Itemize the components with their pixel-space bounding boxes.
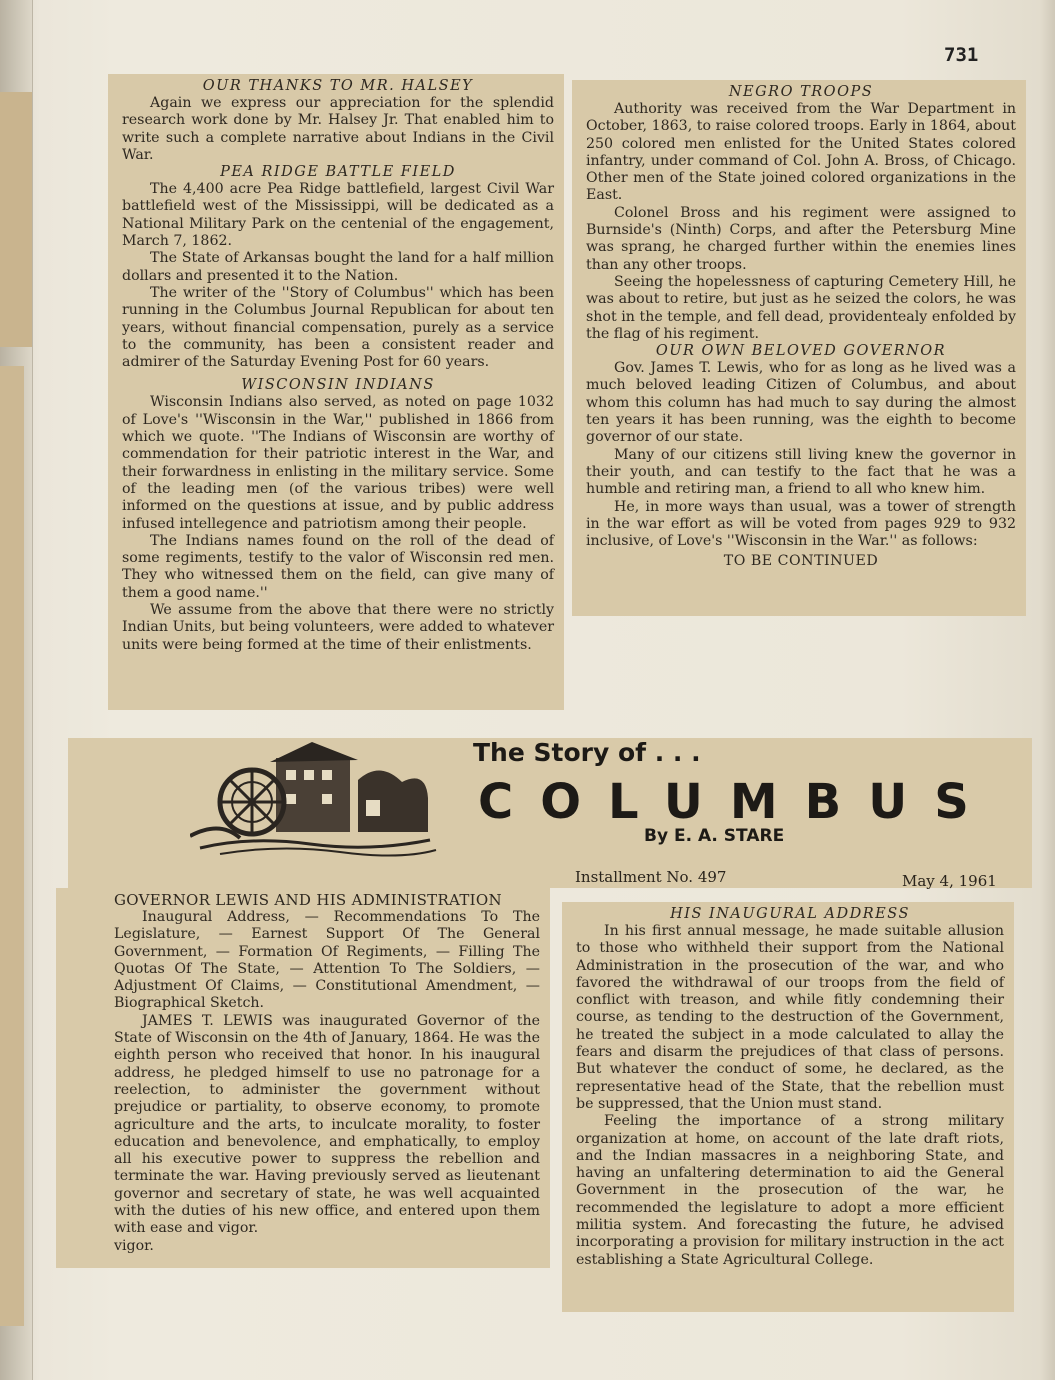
heading-wisconsin-indians: WISCONSIN INDIANS — [241, 377, 435, 394]
paragraph: Again we express our appreciation for the splendid research work done by Mr. Halsey Jr. That enabled him to write such a complete narrative about Indians in the Civil War. — [122, 95, 554, 163]
paragraph: Many of our citizens still living knew the governor in their youth, and can testify to the fact that he was a humble and retiring man, a friend to all who knew him. — [586, 446, 1016, 498]
banner-title: COLUMBUS — [478, 774, 996, 830]
paragraph: Colonel Bross and his regiment were assigned to Burnside's (Ninth) Corps, and after the Petersburg Mine was sprang, he charged further within the enemies lines than any other troops. — [586, 204, 1016, 273]
paragraph: JAMES T. LEWIS was inaugurated Governor of the State of Wisconsin on the 4th of January, 1864. He was the eighth person who received that honor. In his inaugural address, he pledged himself to use no patronage for a reelection, to administer the government without prejudice or partiality, to observe economy, to promote agriculture and the arts, to inculcate morality, to foster education and benevolence, and emphatically, to employ all his executive power to suppress the rebellion and terminate the war. Having previously served as lieutenant governor and secretary of state, he was well acquainted with the duties of his new office, and entered upon them with ease and vigor. — [114, 1012, 540, 1237]
banner-pretitle: The Story of . . . — [473, 738, 701, 767]
mill-illustration — [190, 740, 440, 860]
heading-governor-lewis-administration: GOVERNOR LEWIS AND HIS ADMINISTRATION — [114, 891, 502, 909]
paragraph: Wisconsin Indians also served, as noted on page 1032 of Love's ''Wisconsin in the War,'' published in 1866 from which we quote. ''The Indians of Wisconsin are worthy of commendation for their patriotic interest in the War, and their forwardness in enlisting in the military service. Some of the leading men (of the various tribes) were well informed on the questions at issue, and by public address infused intellegence and patriotism among their people. — [122, 394, 554, 532]
page-number: 731 — [944, 44, 979, 66]
paragraph: Feeling the importance of a strong military organization at home, on account of the late draft riots, and the Indian massacres in a neighboring State, and having an unfaltering determination to aid the General Government in the prosecution of the war, he recommended the legislature to adopt a more efficient militia system. And forecasting the future, he advised incorporating a provision for military instruction in the act establishing a State Agricultural College. — [576, 1113, 1004, 1268]
clipping-halsey-indians — [108, 74, 564, 710]
banner-byline: By E. A. STARE — [644, 826, 785, 846]
clipping-inaugural-address — [562, 902, 1014, 1312]
paragraph-fragment: vigor. — [114, 1237, 154, 1254]
paragraph: Authority was received from the War Department in October, 1863, to raise colored troops. Early in 1864, about 250 colored men enlisted for the United States colored infantry, under command of Col. John A. Bross, of Chicago. Other men of the State joined colored organizations in the East. — [586, 101, 1016, 204]
paragraph: The Indians names found on the roll of the dead of some regiments, testify to the valor of Wisconsin red men. They who witnessed them on the field, can give many of them a good name.'' — [122, 532, 554, 601]
clipping-stub-left-upper — [0, 92, 32, 347]
heading-inaugural-address: HIS INAUGURAL ADDRESS — [670, 906, 910, 922]
paragraph: In his first annual message, he made suitable allusion to those who withheld their support from the National Administration in the prosecution of the war, and who favored the withdrawal of our troops from the field of conflict with treason, and while fitly condemning their course, as tending to the destruction of the Government, he treated the subject in a mode calculated to allay the fears and disarm the prejudices of that class of persons. But whatever the conduct of some, he declared, as the representative head of the State, that the rebellion must be suppressed, that the Union must stand. — [576, 923, 1004, 1112]
paragraph: He, in more ways than usual, was a tower of strength in the war effort as will be voted from pages 929 to 932 inclusive, of Love's ''Wisconsin in the War.'' as follows: — [586, 498, 1016, 550]
to-be-continued: TO BE CONTINUED — [723, 553, 879, 570]
paragraph: Gov. James T. Lewis, who for as long as he lived was a much beloved leading Citizen of Columbus, and about whom this column has had much to say during the almost ten years it has been running, was the eighth to become governor of our state. — [586, 360, 1016, 446]
heading-beloved-governor: OUR OWN BELOVED GOVERNOR — [655, 343, 947, 360]
paragraph: We assume from the above that there were no strictly Indian Units, but being volunteers, were added to whatever units were being formed at the time of their enlistments. — [122, 602, 554, 653]
installment-number: Installment No. 497 — [575, 868, 727, 886]
paragraph: The State of Arkansas bought the land for a half million dollars and presented it to the Nation. — [122, 250, 554, 284]
story-banner — [68, 738, 1032, 888]
paragraph: The 4,400 acre Pea Ridge battlefield, largest Civil War battlefield west of the Mississippi, will be dedicated as a National Military Park on the centenial of the engagement, March 7, 1862. — [122, 181, 554, 250]
heading-negro-troops: NEGRO TROOPS — [728, 84, 874, 100]
clipping-negro-troops-governor — [572, 80, 1026, 616]
paragraph: Seeing the hopelessness of capturing Cemetery Hill, he was about to retire, but just as he seized the colors, he was shot in the temple, and fell dead, providentealy enfolded by the flag of his regiment. — [586, 273, 1016, 342]
paragraph: Inaugural Address, — Recommendations To The Legislature, — Earnest Support Of The General Government, — Formation Of Regiments, — Filling The Quotas Of The State, — Attention To The Soldiers, — Adjustment Of Claims, — Constitutional Amendment, — Biographical Sketch. — [114, 909, 540, 1012]
clipping-governor-lewis — [56, 888, 550, 1268]
clipping-stub-left-lower — [0, 366, 24, 1326]
heading-pea-ridge: PEA RIDGE BATTLE FIELD — [220, 164, 456, 181]
publication-date: May 4, 1961 — [902, 872, 997, 890]
heading-thanks-halsey: OUR THANKS TO MR. HALSEY — [202, 78, 474, 94]
paragraph: The writer of the ''Story of Columbus'' which has been running in the Columbus Journal Republican for about ten years, without financial compensation, purely as a service to the community, has been a consistent reader and admirer of the Saturday Evening Post for 60 years. — [122, 284, 554, 371]
